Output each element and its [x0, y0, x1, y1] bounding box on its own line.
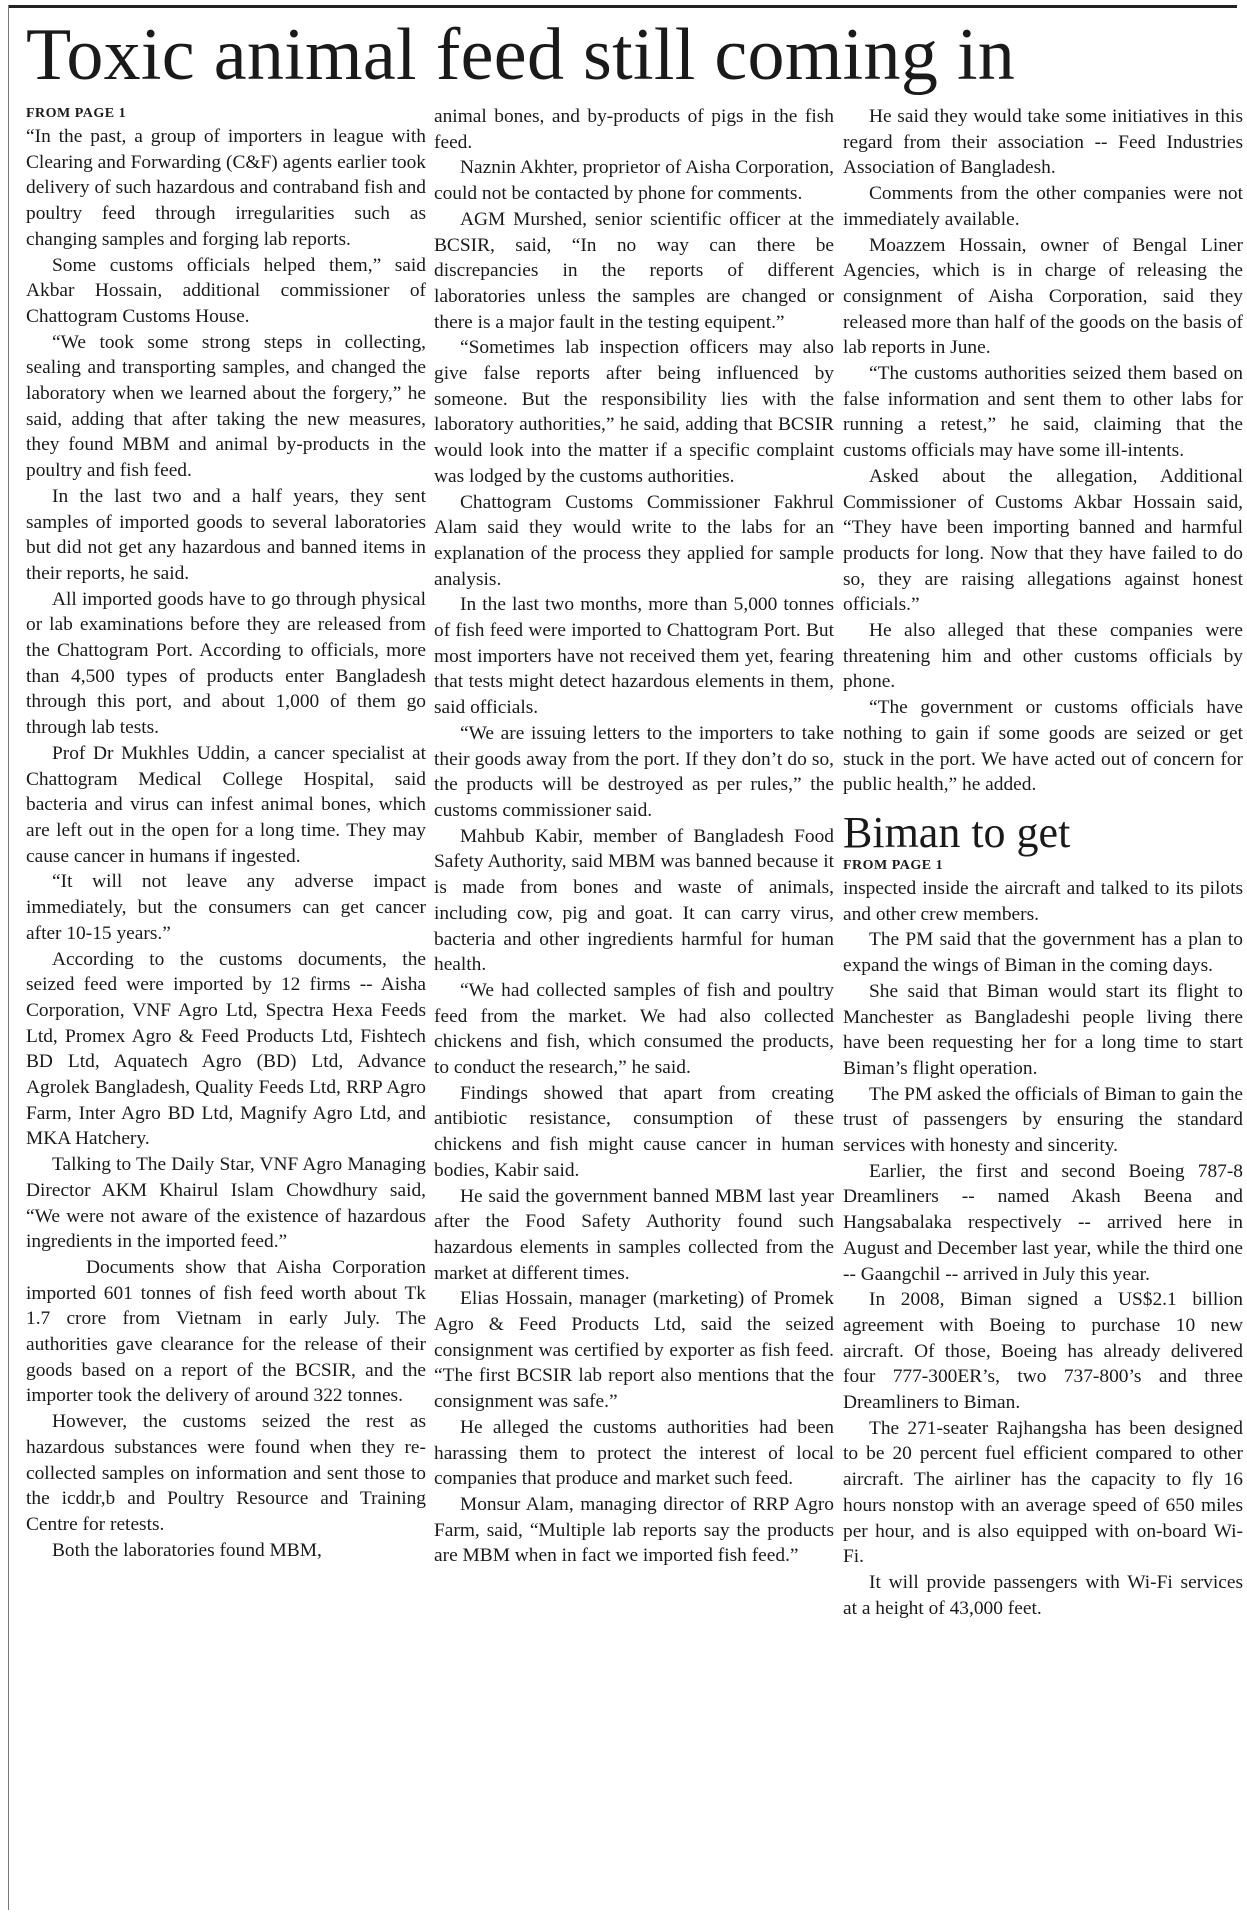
paragraph: He also alleged that these companies were threatening him and other customs officials by phone. [843, 620, 1243, 693]
paragraph: Moazzem Hossain, owner of Bengal Liner Agencies, which is in charge of releasing the consignment of Aisha Corporation, said they released more than half of the goods on the basis of lab reports in June. [843, 234, 1243, 359]
left-rule [8, 5, 9, 1910]
top-rule [8, 5, 1237, 8]
paragraph: Monsur Alam, managing director of RRP Agro Farm, said, “Multiple lab reports say the products are MBM when in fact we imported fish feed.” [434, 1493, 834, 1567]
paragraph: AGM Murshed, senior scientific officer at the BCSIR, said, “In no way can there be discrepancies in the reports of different laboratories unless the samples are changed or there is a major fault in the testing equipent.” [434, 208, 834, 333]
paragraph: “We are issuing letters to the importers to take their goods away from the port. If they don’t do so, the products will be destroyed as per rules,” the customs commissioner said. [434, 722, 834, 821]
paragraph: Some customs officials helped them,” said Akbar Hossain, additional commissioner of Chattogram Customs House. [26, 254, 426, 327]
paragraph: Comments from the other companies were not immediately available. [843, 183, 1243, 230]
article-column-3 [843, 104, 1243, 1912]
paragraph: In 2008, Biman signed a US$2.1 billion agreement with Boeing to purchase 10 new aircraft. Of those, Boeing has already delivered four 777-300ER’s, two 737-800’s and three Dreamliners to Biman. [843, 1289, 1243, 1414]
paragraph: Prof Dr Mukhles Uddin, a cancer specialist at Chattogram Medical College Hospital, said bacteria and virus can infest animal bones, which are left out in the open for a long time. They may cause cancer in humans if ingested. [26, 742, 426, 867]
paragraph: animal bones, and by-products of pigs in the fish feed. [434, 106, 834, 153]
paragraph: “The government or customs officials have nothing to gain if some goods are seized or get stuck in the port. We have acted out of concern for public health,” he added. [843, 697, 1243, 796]
paragraph: inspected inside the aircraft and talked to its pilots and other crew members. [843, 877, 1243, 925]
paragraph: The 271-seater Rajhangsha has been designed to be 20 percent fuel efficient compared to other aircraft. The airliner has the capacity to fly 16 hours nonstop with an average speed of 650 miles per hour, and is also equipped with on-board Wi-Fi. [843, 1417, 1243, 1568]
paragraph: “The customs authorities seized them based on false information and sent them to other labs for running a retest,” he said, claiming that the customs officials may have some ill-intents. [843, 363, 1243, 462]
paragraph: He said they would take some initiatives in this regard from their association -- Feed Industries Association of Bangladesh. [843, 106, 1243, 179]
paragraph: However, the customs seized the rest as hazardous substances were found when they re-collected samples on information and sent those to the icddr,b and Poultry Resource and Training Centre for retests. [26, 1411, 426, 1535]
second-article-headline: Biman to get [843, 807, 1071, 857]
paragraph: In the last two and a half years, they sent samples of imported goods to several laboratories but did not get any hazardous and banned items in their reports, he said. [26, 485, 426, 584]
paragraph: It will provide passengers with Wi-Fi services at a height of 43,000 feet. [843, 1571, 1243, 1619]
paragraph: He said the government banned MBM last year after the Food Safety Authority found such hazardous elements in samples collected from the market at different times. [434, 1185, 834, 1284]
paragraph: Mahbub Kabir, member of Bangladesh Food Safety Authority, said MBM was banned because it is made from bones and waste of animals, including cow, pig and goat. It can carry virus, bacteria and other ingredients harmful for human health. [434, 825, 834, 976]
paragraph: Asked about the allegation, Additional Commissioner of Customs Akbar Hossain said, “They have been importing banned and harmful products for long. Now that they have failed to do so, they are raising allegations against honest officials.” [843, 465, 1243, 616]
paragraph: “We took some strong steps in collecting, sealing and transporting samples, and changed the laboratory when we learned about the forgery,” he said, adding that after taking the new measures, they found MBM and animal by-products in the poultry and fish feed. [26, 331, 426, 482]
paragraph: Naznin Akhter, proprietor of Aisha Corporation, could not be contacted by phone for comments. [434, 157, 834, 205]
paragraph: Chattogram Customs Commissioner Fakhrul Alam said they would write to the labs for an explanation of the process they applied for sample analysis. [434, 491, 834, 590]
paragraph: “It will not leave any adverse impact immediately, but the consumers can get cancer after 10-15 years.” [26, 871, 426, 944]
article-column-1 [26, 104, 426, 1912]
paragraph: According to the customs documents, the seized feed were imported by 12 firms -- Aisha Corporation, VNF Agro Ltd, Spectra Hexa Feeds Ltd, Promex Agro & Feed Products Ltd, Fishtech BD Ltd, Aquatech Agro (BD) Ltd, Advance Agrolek Bangladesh, Quality Feeds Ltd, RRP Agro Farm, Inter Agro BD Ltd, Magnify Agro Ltd, and MKA Hatchery. [26, 948, 426, 1150]
article-column-2 [434, 104, 834, 1912]
paragraph: All imported goods have to go through physical or lab examinations before they are released from the Chattogram Port. According to officials, more than 4,500 types of products enter Bangladesh through this port, and about 1,000 of them go through lab tests. [26, 588, 426, 739]
paragraph: She said that Biman would start its flight to Manchester as Bangladeshi people living there have been requesting her for a long time to start Biman’s flight operation. [843, 980, 1243, 1079]
paragraph: “We had collected samples of fish and poultry feed from the market. We had also collected chickens and fish, which consumed the products, to conduct the research,” he said. [434, 979, 834, 1079]
paragraph: “In the past, a group of importers in league with Clearing and Forwarding (C&F) agents earlier took delivery of such hazardous and contraband fish and poultry feed through irregularities such as changing samples and forging lab reports. [26, 126, 426, 250]
paragraph: He alleged the customs authorities had been harassing them to protect the interest of local companies that produce and market such feed. [434, 1416, 834, 1490]
paragraph: Talking to The Daily Star, VNF Agro Managing Director AKM Khairul Islam Chowdhury said, “We were not aware of the existence of hazardous ingredients in the imported feed.” [26, 1154, 426, 1253]
paragraph: The PM said that the government has a plan to expand the wings of Biman in the coming days. [843, 929, 1243, 977]
second-article-dateline: FROM PAGE 1 [843, 857, 944, 873]
paragraph: In the last two months, more than 5,000 tonnes of fish feed were imported to Chattogram Port. But most importers have not received them yet, fearing that tests might detect hazardous elements in them, said officials. [434, 594, 834, 719]
paragraph: Findings showed that apart from creating antibiotic resistance, consumption of these chickens and fish might cause cancer in human bodies, Kabir said. [434, 1082, 834, 1181]
paragraph: Documents show that Aisha Corporation imported 601 tonnes of fish feed worth about Tk 1.7 crore from Vietnam in early July. The authorities gave clearance for the release of their goods based on a report of the BCSIR, and the importer took the delivery of around 322 tonnes. [26, 1256, 426, 1407]
paragraph: Elias Hossain, manager (marketing) of Promek Agro & Feed Products Ltd, said the seized consignment was certified by exporter as fish feed. “The first BCSIR lab report also mentions that the consignment was safe.” [434, 1288, 834, 1413]
paragraph: “Sometimes lab inspection officers may also give false reports after being influenced by someone. But the responsibility lies with the laboratory authorities,” he said, adding that BCSIR would look into the matter if a specific complaint was lodged by the customs authorities. [434, 337, 834, 487]
paragraph: Earlier, the first and second Boeing 787-8 Dreamliners -- named Akash Beena and Hangsabalaka respectively -- arrived here in August and December last year, while the third one -- Gaangchil -- arrived in July this year. [843, 1160, 1243, 1285]
main-headline: Toxic animal feed still coming in [26, 14, 1016, 96]
paragraph: Both the laboratories found MBM, [52, 1539, 322, 1561]
dateline: FROM PAGE 1 [26, 106, 127, 121]
paragraph: The PM asked the officials of Biman to gain the trust of passengers by ensuring the standard services with honesty and sincerity. [843, 1083, 1243, 1157]
